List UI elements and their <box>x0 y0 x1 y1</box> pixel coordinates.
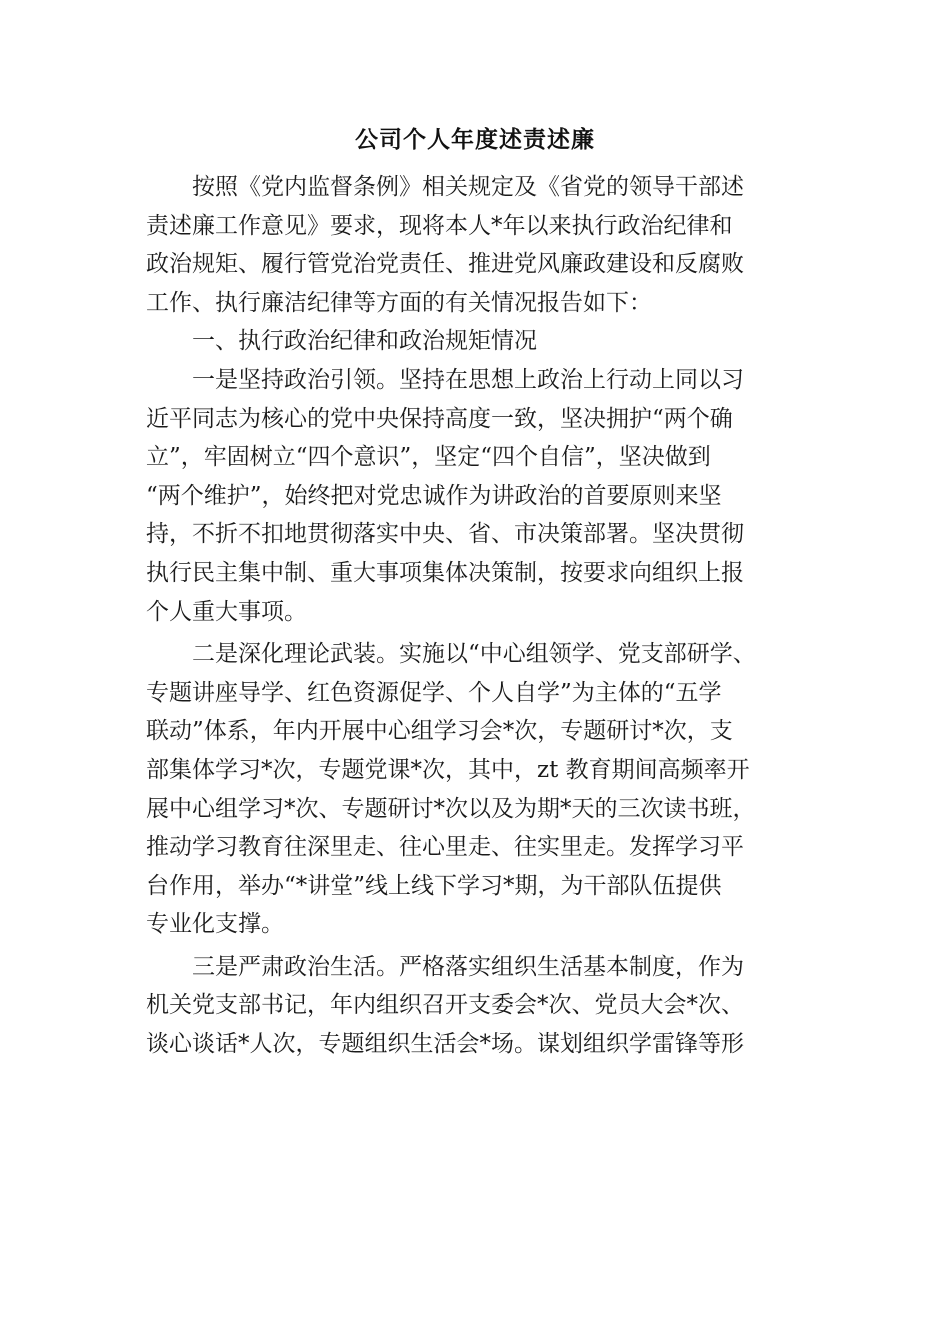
text-line: 个人重大事项。 <box>146 598 307 625</box>
text-line: 持，不折不扣地贯彻落实中央、省、市决策部署。坚决贯彻 <box>146 521 744 548</box>
text-line: 按照《党内监督条例》相关规定及《省党的领导干部述 <box>192 174 744 200</box>
text-line: 谈心谈话*人次，专题组织生活会*场。谋划组织学雷锋等形 <box>146 1031 744 1058</box>
heading-line: 一、执行政治纪律和政治规矩情况 <box>192 328 537 355</box>
text-line: 专题讲座导学、红色资源促学、个人自学”为主体的“五学 <box>146 679 722 706</box>
text-line: 三是严肃政治生活。严格落实组织生活基本制度，作为 <box>192 953 744 980</box>
document-title: 公司个人年度述责述廉 <box>355 127 595 153</box>
paragraph-theory-study <box>146 635 806 944</box>
text-line: 机关党支部书记，年内组织召开支委会*次、党员大会*次、 <box>146 992 744 1019</box>
text-line: 执行民主集中制、重大事项集体决策制，按要求向组织上报 <box>146 559 744 586</box>
text-line: 政治规矩、履行管党治党责任、推进党风廉政建设和反腐败 <box>146 251 744 278</box>
text-line: “两个维护”，始终把对党忠诚作为讲政治的首要原则来坚 <box>146 482 722 509</box>
text-line: 部集体学习*次，专题党课*次，其中，zt 教育期间高频率开 <box>146 756 750 783</box>
text-line: 二是深化理论武装。实施以“中心组领学、党支部研学、 <box>192 641 756 668</box>
document-body <box>146 168 806 1064</box>
text-line: 一是坚持政治引领。坚持在思想上政治上行动上同以习 <box>192 366 744 393</box>
text-line: 立”，牢固树立“四个意识”，坚定“四个自信”，坚决做到 <box>146 444 711 471</box>
text-line: 专业化支撑。 <box>146 911 284 938</box>
text-line: 展中心组学习*次、专题研讨*次以及为期*天的三次读书班， <box>146 795 756 822</box>
text-line: 联动”体系，年内开展中心组学习会*次，专题研讨*次，支 <box>146 718 733 745</box>
paragraph-political-guidance <box>146 361 806 631</box>
paragraph-political-life <box>146 948 806 1064</box>
section-heading-1 <box>146 322 806 361</box>
text-line: 近平同志为核心的党中央保持高度一致，坚决拥护“两个确 <box>146 405 733 432</box>
text-line: 责述廉工作意见》要求，现将本人*年以来执行政治纪律和 <box>146 212 733 239</box>
text-line: 台作用，举办“*讲堂”线上线下学习*期，为干部队伍提供 <box>146 872 722 899</box>
text-line: 推动学习教育往深里走、往心里走、往实里走。发挥学习平 <box>146 834 744 861</box>
text-line: 工作、执行廉洁纪律等方面的有关情况报告如下： <box>146 289 652 316</box>
paragraph-intro <box>146 168 806 322</box>
